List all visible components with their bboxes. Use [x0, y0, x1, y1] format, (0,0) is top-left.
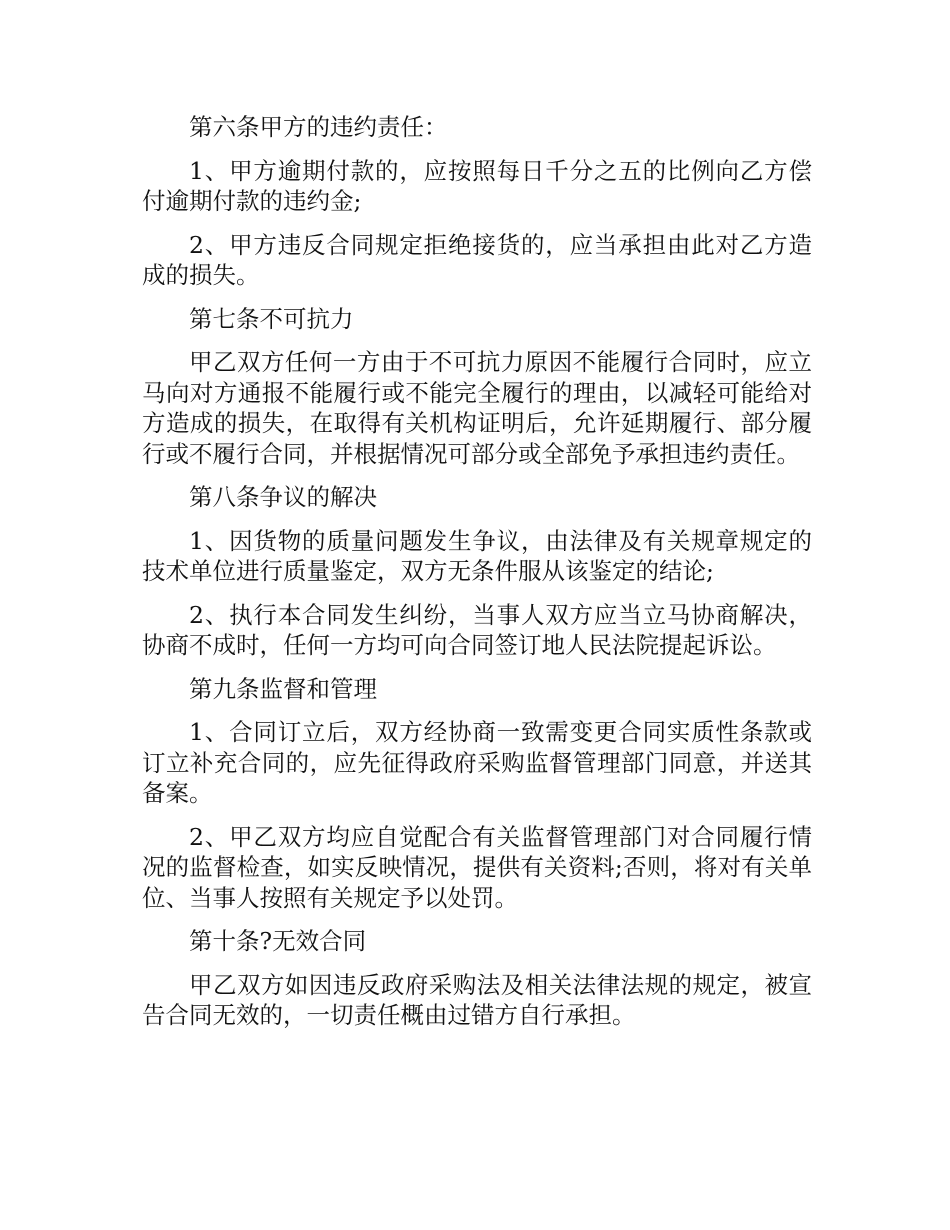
article-9-clause-2: 2、甲乙双方均应自觉配合有关监督管理部门对合同履行情况的监督检查，如实反映情况，提供有关资料;否则，将对有关单位、当事人按照有关规定予以处罚。 [142, 822, 812, 912]
article-6-heading: 第六条甲方的违约责任： [189, 113, 448, 141]
article-7-heading: 第七条不可抗力 [189, 304, 354, 333]
article-7-body: 甲乙双方任何一方由于不可抗力原因不能履行合同时，应立马向对方通报不能履行或不能完全履行的理由，以减轻可能给对方造成的损失，在取得有关机构证明后，允许延期履行、部分履行或不履行合同，并根据情况可部分或全部免予承担违约责任。 [142, 348, 812, 468]
document-body [142, 112, 812, 1044]
article-8-heading: 第八条争议的解决 [189, 483, 377, 511]
article-9-clause-1: 1、合同订立后，双方经协商一致需变更合同实质性条款或订立补充合同的，应先征得政府采购监督管理部门同意，并送其备案。 [142, 718, 812, 807]
article-10-body: 甲乙双方如因违反政府采购法及相关法律法规的规定，被宣告合同无效的，一切责任概由过错方自行承担。 [142, 970, 812, 1029]
article-10-heading: 第十条?无效合同 [189, 927, 367, 955]
article-6-clause-1: 1、甲方逾期付款的，应按照每日千分之五的比例向乙方偿付逾期付款的违约金; [142, 156, 812, 215]
article-9-heading: 第九条监督和管理 [189, 674, 377, 703]
article-8-clause-1: 1、因货物的质量问题发生争议，由法律及有关规章规定的技术单位进行质量鉴定，双方无条件服从该鉴定的结论; [142, 526, 812, 585]
article-6-clause-2: 2、甲方违反合同规定拒绝接货的，应当承担由此对乙方造成的损失。 [142, 230, 812, 289]
article-8-clause-2: 2、执行本合同发生纠纷，当事人双方应当立马协商解决，协商不成时，任何一方均可向合同签订地人民法院提起诉讼。 [142, 600, 812, 659]
